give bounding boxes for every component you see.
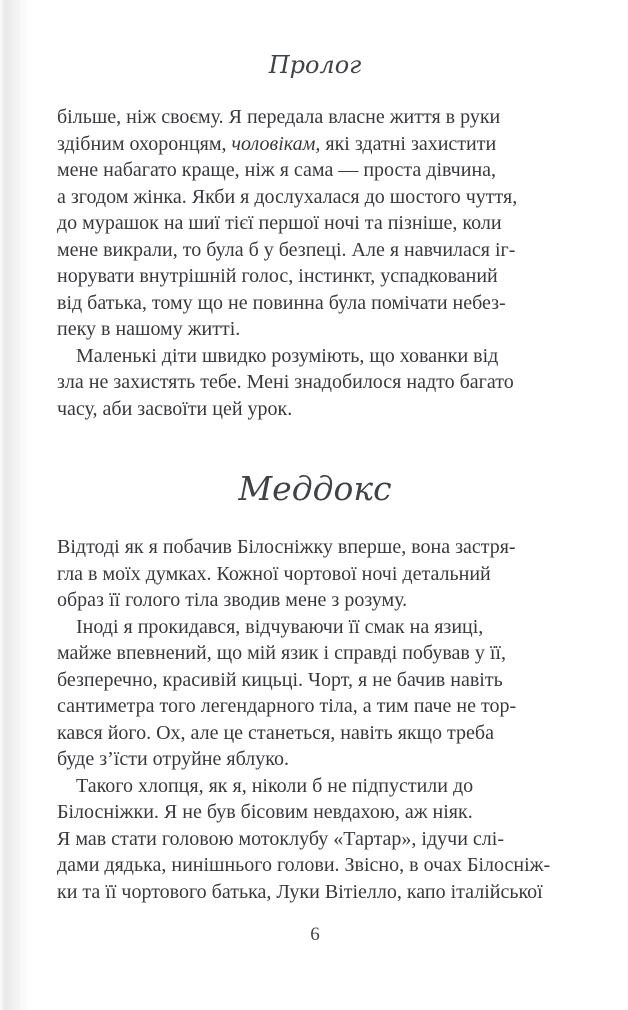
text-line: здібним охоронцям, чоловікам, які здатні захистити [57, 132, 497, 155]
text-line: сантиметра того легендарного тіла, а тим паче не тор- [57, 695, 517, 717]
page-body [57, 104, 573, 905]
text-line: Маленькі діти швидко розуміють, що хованки від [76, 344, 499, 367]
text-line: майже впевнений, що мій язик і справді побував у її, [57, 642, 506, 664]
page-number: 6 [310, 924, 320, 945]
italic-text: чоловікам, [231, 132, 321, 155]
text-line: кався його. Ох, але це станеться, навіть якщо треба [57, 721, 494, 744]
text-line: безперечно, красивій кицьці. Чорт, я не бачив навіть [57, 668, 503, 691]
text-line: до мурашок на шиї тієї першої ночі та пізніше, коли [57, 212, 502, 234]
paragraph [57, 104, 573, 343]
text-line: норувати внутрішній голос, інстинкт, успадкований [57, 265, 498, 287]
text-line: мене викрали, то була б у безпеці. Але я навчилася іг- [57, 238, 516, 261]
text-line: більше, ніж своєму. Я передала власне життя в руки [57, 106, 501, 128]
text-line: образ її голого тіла зводив мене з розуму. [57, 589, 408, 611]
text-line: гла в моїх думках. Кожної чортової ночі детальний [57, 562, 491, 585]
text-line: Іноді я прокидався, відчуваючи її смак на язиці, [76, 615, 484, 638]
text-line: пеку в нашому житті. [57, 318, 241, 340]
text-line: Відтоді як я побачив Білосніжку вперше, вона застря- [57, 536, 516, 558]
paragraph [57, 614, 573, 773]
text-line: зла не захистять тебе. Мені знадобилося надто багато [57, 371, 514, 393]
text-line: Я мав стати головою мотоклубу «Тартар», ідучи слі- [57, 827, 504, 850]
text-line: Білосніжки. Я не був бісовим невдахою, аж ніяк. [57, 801, 473, 823]
text-line: дами дядька, нинішнього голови. Звісно, в очах Білосніж- [57, 854, 551, 876]
text-line: від батька, тому що не повинна була помічати небез- [57, 291, 506, 314]
text-line: а згодом жінка. Якби я дослухалася до шостого чуття, [57, 185, 518, 208]
text-line: мене набагато краще, ніж я сама — проста дівчина, [57, 159, 497, 181]
running-header: Пролог [268, 51, 362, 79]
text-line: Такого хлопця, як я, ніколи б не підпустили до [76, 774, 474, 797]
section-heading: Меддокс [238, 469, 392, 508]
paragraph [57, 343, 573, 423]
paragraph [57, 534, 573, 614]
text-line: ки та її чортового батька, Луки Вітіелло, капо італійської [57, 880, 543, 903]
page-spine-shadow [0, 0, 32, 1010]
paragraph [57, 773, 573, 906]
text-line: буде з’їсти отруйне яблуко. [57, 748, 289, 770]
text-line: часу, аби засвоїти цей урок. [57, 397, 293, 420]
